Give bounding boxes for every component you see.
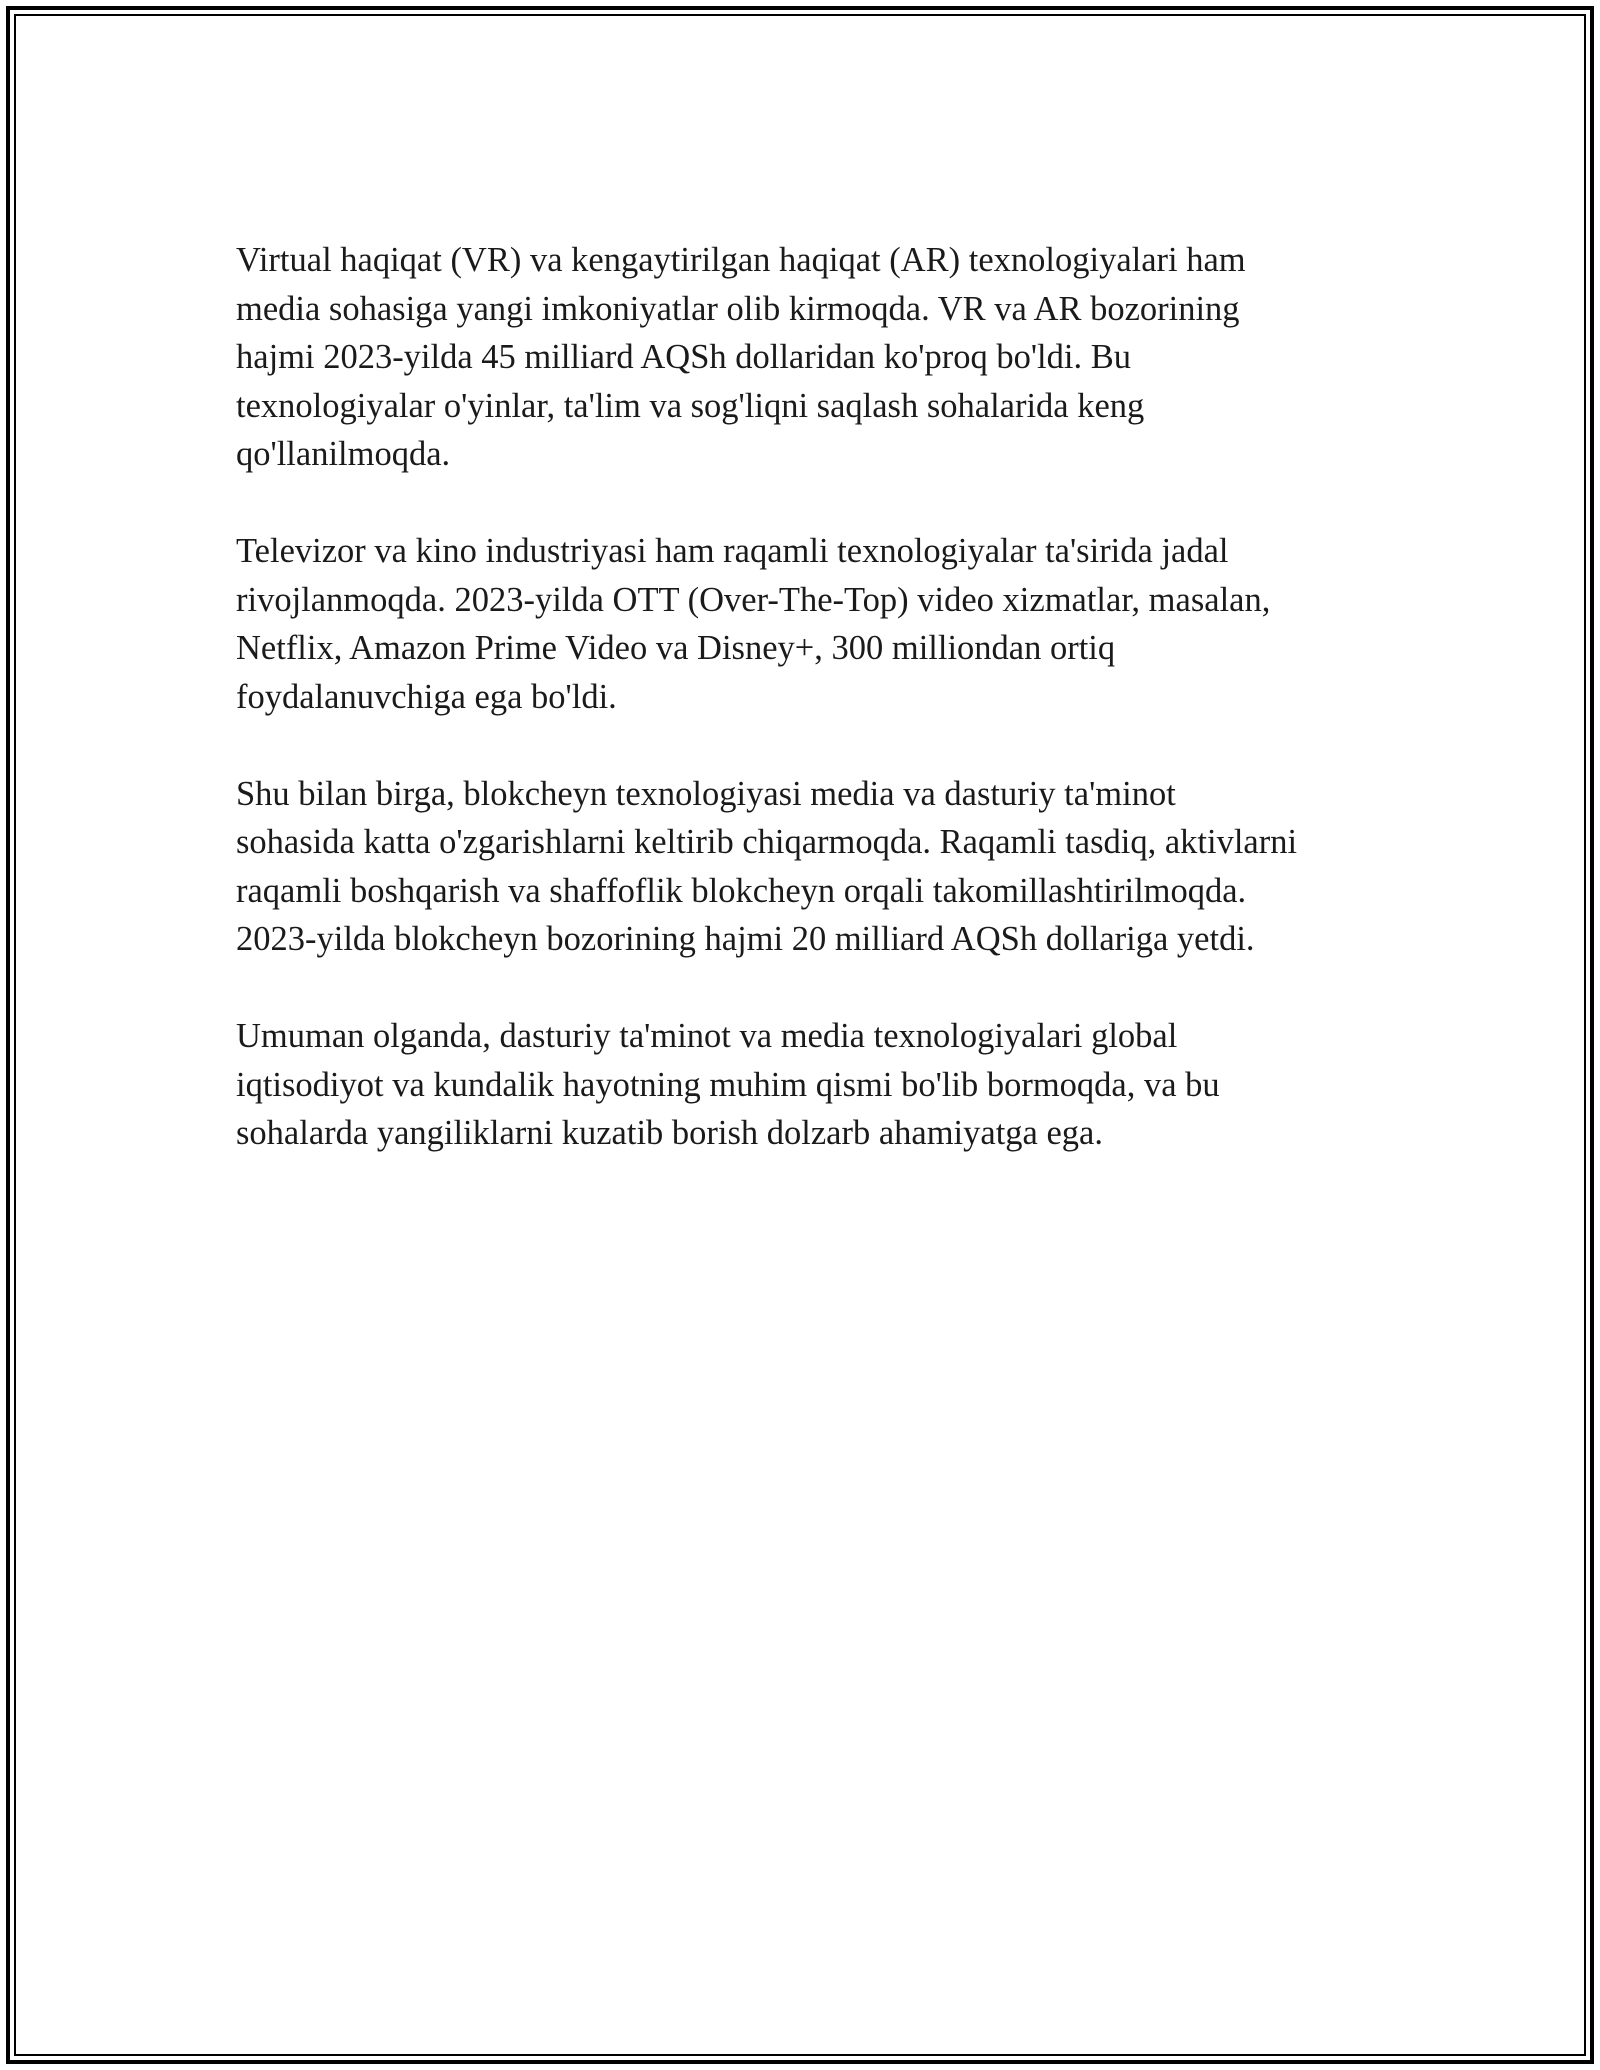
paragraph-vr-ar	[236, 236, 1381, 479]
paragraph-blockchain	[236, 770, 1381, 964]
text-line: rivojlanmoqda. 2023-yilda OTT (Over-The-Top) video xizmatlar, masalan,	[236, 580, 1271, 619]
text-line: iqtisodiyot va kundalik hayotning muhim qismi bo'lib bormoqda, va bu	[236, 1065, 1220, 1104]
text-line: foydalanuvchiga ega bo'ldi.	[236, 677, 617, 716]
text-line: Shu bilan birga, blokcheyn texnologiyasi media va dasturiy ta'minot	[236, 774, 1176, 813]
text-line: qo'llanilmoqda.	[236, 435, 451, 473]
text-line: Netflix, Amazon Prime Video va Disney+, 300 milliondan ortiq	[236, 629, 1116, 667]
paragraph-conclusion	[236, 1012, 1381, 1158]
text-line: Virtual haqiqat (VR) va kengaytirilgan haqiqat (AR) texnologiyalari ham	[236, 241, 1246, 279]
text-line: texnologiyalar o'yinlar, ta'lim va sog'liqni saqlash sohalarida keng	[236, 386, 1145, 425]
text-line: media sohasiga yangi imkoniyatlar olib kirmoqda. VR va AR bozorining	[236, 289, 1240, 328]
text-line: 2023-yilda blokcheyn bozorining hajmi 20 milliard AQSh dollariga yetdi.	[236, 920, 1255, 958]
text-line: raqamli boshqarish va shaffoflik blokcheyn orqali takomillashtirilmoqda.	[236, 871, 1247, 910]
text-line: sohasida katta o'zgarishlarni keltirib chiqarmoqda. Raqamli tasdiq, aktivlarni	[236, 823, 1298, 861]
text-line: Televizor va kino industriyasi ham raqamli texnologiyalar ta'sirida jadal	[236, 532, 1229, 570]
paragraph-tv-film	[236, 527, 1381, 721]
text-line: sohalarda yangiliklarni kuzatib borish dolzarb ahamiyatga ega.	[236, 1114, 1103, 1152]
text-line: Umuman olganda, dasturiy ta'minot va media texnologiyalari global	[236, 1017, 1178, 1055]
document-body	[236, 236, 1381, 1206]
text-line: hajmi 2023-yilda 45 milliard AQSh dollaridan ko'proq bo'ldi. Bu	[236, 338, 1131, 376]
